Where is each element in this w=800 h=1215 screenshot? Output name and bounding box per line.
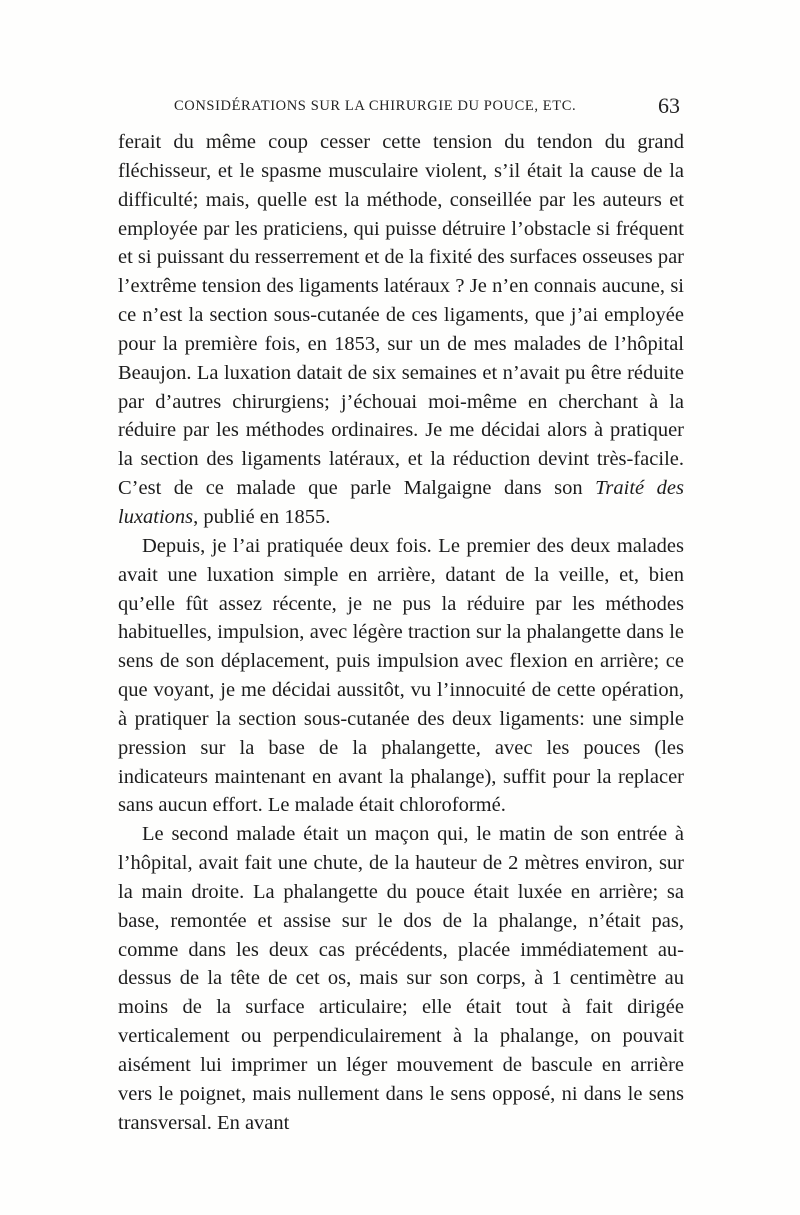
running-head bbox=[118, 93, 684, 124]
paragraph-1-text-after: , publié en 1855. bbox=[193, 505, 331, 528]
paragraph-2: Depuis, je l’ai pratiquée deux fois. Le premier des deux malades avait une luxation simple en arrière, datant de la veille, et, bien qu’elle fût assez récente, je ne pus la réduire par les méthodes habituelles, impulsion, avec légère traction sur la phalangette dans le sens de son déplacement, puis impulsion avec flexion en arrière; ce que voyant, je me décidai aussitôt, vu l’innocuité de cette opération, à pratiquer la section sous-cutanée des deux ligaments: une simple pression sur la base de la phalangette, avec les pouces (les indicateurs maintenant en avant la phalange), suffit pour la replacer sans aucun effort. Le malade était chloroformé. bbox=[118, 534, 684, 817]
body-text bbox=[118, 128, 684, 1138]
book-title-italic: Traité des luxations bbox=[118, 477, 684, 528]
page-number: 63 bbox=[658, 93, 680, 118]
running-title: CONSIDÉRATIONS SUR LA CHIRURGIE DU POUCE, ETC. bbox=[174, 98, 577, 114]
paragraph-1 bbox=[118, 128, 684, 532]
paragraph-3: Le second malade était un maçon qui, le matin de son entrée à l’hôpital, avait fait une chute, de la hauteur de 2 mètres environ, sur la main droite. La phalangette du pouce était luxée en arrière; sa base, remontée et assise sur le dos de la phalange, n’était pas, comme dans les deux cas précédents, placée immédiatement au-dessus de la tête de cet os, mais sur son corps, à 1 centimètre au moins de la surface articulaire; elle était tout à fait dirigée verticalement ou perpendiculairement à la phalange, on pouvait aisément lui imprimer un léger mouvement de bascule en arrière vers le poignet, mais nullement dans le sens opposé, ni dans le sens transversal. En avant bbox=[118, 823, 684, 1134]
paragraph-1-text-before: ferait du même coup cesser cette tension du tendon du grand fléchisseur, et le spasme musculaire violent, s’il était la cause de la difficulté; mais, quelle est la méthode, conseillée par les auteurs et employée par les praticiens, qui puisse détruire l’obstacle si fréquent et si puissant du resserrement et de la fixité des surfaces osseuses par l’extrême tension des ligaments latéraux ? Je n’en connais aucune, si ce n’est la section sous-cutanée de ces ligaments, que j’ai employée pour la première fois, en 1853, sur un de mes malades de l’hôpital Beaujon. La luxation datait de six semaines et n’avait pu être réduite par d’autres chirurgiens; j’échouai moi-même en cherchant à la réduire par les méthodes ordinaires. Je me décidai alors à pratiquer la section des ligaments latéraux, et la réduction devint très-facile. C’est de ce malade que parle Malgaigne dans son bbox=[118, 131, 684, 500]
